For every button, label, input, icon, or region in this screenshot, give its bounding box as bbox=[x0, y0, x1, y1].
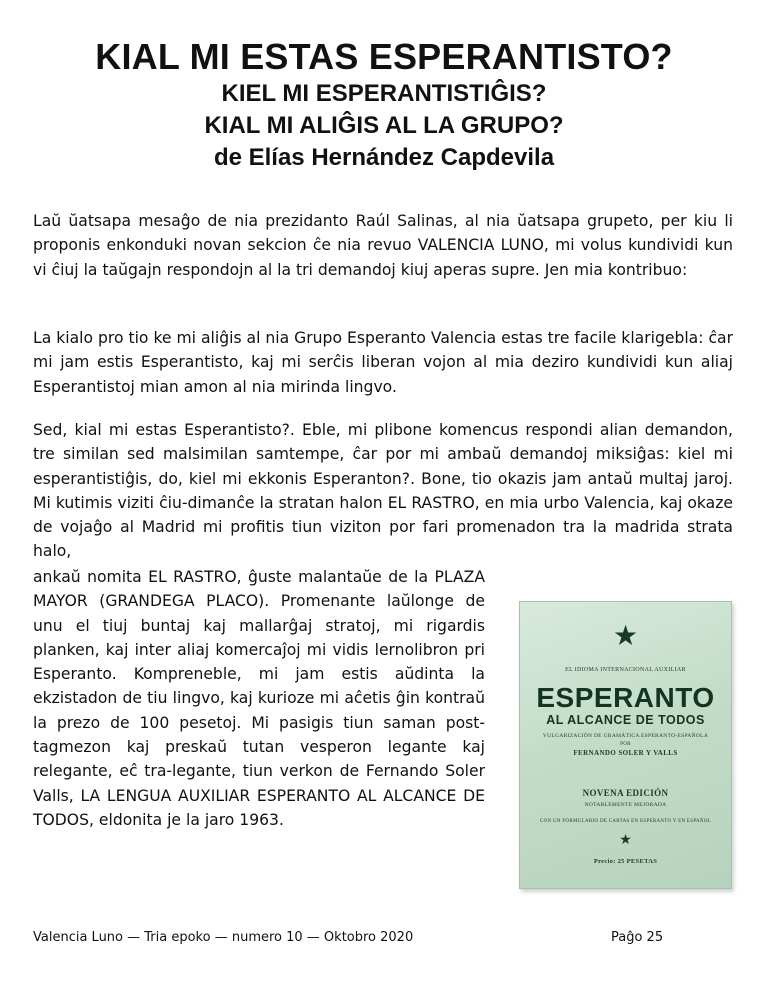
paragraph-1: Laŭ ŭatsapa mesaĝo de nia prezidanto Raúl Salinas, al nia ŭatsapa grupeto, per kiu li proponis enkonduki novan sekcion ĉe nia revuo VALENCIA LUNO, mi volus kundividi kun vi ĉiuj la taŭgajn respondojn al la tri demandoj kiuj aperas supre. Jen mia kontribuo: bbox=[33, 212, 733, 279]
book-description: VULGARIZACIÓN DE GRAMÁTICA ESPERANTO-ESPAÑOLA bbox=[542, 733, 709, 739]
article-byline: de Elías Hernández Capdevila bbox=[213, 144, 555, 171]
article-title: KIAL MI ESTAS ESPERANTISTO? bbox=[95, 36, 673, 77]
article-header bbox=[0, 36, 768, 174]
book-price: Precio: 25 PESETAS bbox=[593, 858, 658, 865]
article-subtitle-2: KIAL MI ALIĜIS AL LA GRUPO? bbox=[204, 112, 564, 139]
book-por: POR bbox=[620, 742, 631, 747]
paragraph-3-continued: ankaŭ nomita EL RASTRO, ĝuste malantaŭe de la PLAZA MAYOR (GRANDEGA PLACO). Promenante laŭlonge de unu el tiuj buntaj kaj mallarĝaj stratoj, mi rigardis planken, kaj inter aliaj komercaĵoj mi vidis lernolibron pri Esperanto. Kompreneble, mi jam estis aŭdinta la ekzistadon de tiu lingvo, kaj kurioze mi aĉetis ĝin kontraŭ la prezo de 100 pesetoj. Mi pasigis tiun saman post-tagmezon kaj preskaŭ tutan vesperon legante kaj relegante, eĉ tra-legante, tiun verkon de Fernando Soler Valls, LA LENGUA AUXILIAR ESPERANTO AL ALCANCE DE TODOS, eldonita je la jaro 1963. bbox=[33, 568, 485, 829]
book-edition: NOVENA EDICIÓN bbox=[582, 788, 669, 798]
book-author: FERNANDO SOLER Y VALLS bbox=[573, 749, 678, 757]
article-subtitle-1: KIEL MI ESPERANTISTIĜIS? bbox=[221, 80, 547, 107]
footer-publication: Valencia Luno — Tria epoko — numero 10 — Oktobro 2020 bbox=[33, 930, 414, 945]
book-subtitle: AL ALCANCE DE TODOS bbox=[546, 713, 705, 727]
paragraph-3: Sed, kial mi estas Esperantisto?. Eble, mi plibone komencus respondi alian demandon, tre similan sed malsimilan samtempe, ĉar por mi ambaŭ demandoj miksiĝas: kiel mi esperantistiĝis, do, kiel mi ekkonis Esperanton?. Bone, tio okazis jam antaŭ multaj jaroj. Mi kutimis viziti ĉiu-dimanĉe la stratan halon EL RASTRO, en mia urbo Valencia, kaj okaze de vojaĝo al Madrid mi profitis tiun viziton por fari promenadon tra la madrida strata halo, bbox=[33, 421, 733, 561]
paragraph-2: La kialo pro tio ke mi aliĝis al nia Grupo Esperanto Valencia estas tre facile klarigebla: ĉar mi jam estis Esperantisto, kaj mi serĉis liberan vojon al mia deziro kundividi kun aliaj Esperantistoj mian amon al nia mirinda lingvo. bbox=[33, 329, 733, 396]
book-series-line: EL IDIOMA INTERNACIONAL AUXILIAR bbox=[565, 667, 686, 673]
book-extra: CON UN FORMULARIO DE CARTAS EN ESPERANTO Y EN ESPAÑOL bbox=[539, 819, 712, 824]
green-star-icon: ★ bbox=[612, 621, 639, 652]
book-title: ESPERANTO bbox=[536, 682, 715, 713]
book-cover-image bbox=[519, 601, 732, 889]
small-star-icon: ★ bbox=[619, 833, 632, 848]
footer-page-number: Paĝo 25 bbox=[611, 930, 664, 945]
book-edition-note: NOTABLEMENTE MEJORADA bbox=[584, 802, 667, 808]
